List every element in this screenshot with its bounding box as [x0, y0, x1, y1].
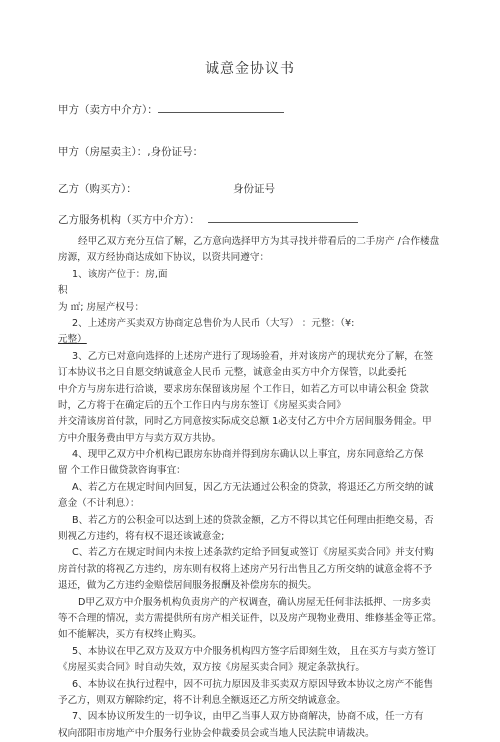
body-line: 3、乙方已对意向选择的上述房产进行了现场验看，并对该房产的现状充分了解，在签 [72, 350, 434, 362]
document-title: 诚意金协议书 [205, 61, 295, 77]
body-line: 6、本协议在执行过程中，因不可抗力原因及非买卖双方原因导致本协议之房产不能售 [72, 678, 434, 690]
body-line: 意金（不计利息）： [58, 498, 140, 510]
body-line: 如不能解决，买方有权终止购买。 [58, 629, 202, 641]
party-a-agent-line [58, 101, 284, 117]
body-line: A、若乙方在规定时间内回复，因乙方无法通过公积金的贷款，将退还乙方所交纳的诚 [72, 481, 434, 493]
body-line: 权向邵阳市房地产中介服务行业协会仲裁委员会或当地人民法院申请裁决。 [58, 727, 375, 739]
body-line: 4、现甲乙双方中介机构已跟房东协商并得到房东确认以上事宜，房东同意给乙方保 [72, 449, 424, 461]
agreement-body [58, 234, 453, 742]
buyer-id-label: 身份证号 [233, 183, 275, 195]
party-b-agent-line [58, 211, 358, 227]
body-line: D甲乙双方中介服务机构负责房产的产权调查，确认房屋无任何非法抵押、一房多卖 [78, 596, 431, 608]
party-a-agent-label: 甲方（卖方中介方）： [58, 104, 158, 116]
party-a-agent-blank[interactable] [158, 101, 284, 113]
buyer-line [58, 181, 137, 196]
body-line: 则视乙方违约，将有权不退还该诚意金; [58, 531, 225, 543]
body-line: 中介方与房东进行洽谈，要求房东保留该房屋 个工作日，如若乙方可以申请公积金 贷款 [58, 383, 429, 395]
body-line: 订本协议书之日自愿交纳诚意金人民币 元整，诚意金由买方中介方保管，以此委托 [58, 367, 407, 379]
body-line: 1、该房产位于：房,面 [72, 268, 168, 280]
body-line: 等不合理的情况，卖方需提供所有房产相关证件，以及房产现物业费用、维修基金等正常。 [58, 612, 442, 624]
body-line: 退还，做为乙方违约金赔偿居间服务报酬及补偿房东的损失。 [58, 580, 318, 592]
seller-line [58, 144, 203, 159]
party-b-agent-blank[interactable] [208, 211, 358, 223]
body-line: 时，乙方将于在确定后的五个工作日内与房东签订《房屋买卖合同》 [58, 399, 346, 411]
body-line: 元整） [58, 334, 87, 346]
buyer-label: 乙方（购买方）： [58, 183, 137, 195]
body-line: 予乙方，则双方解除约定，将不计利息全额返还乙方所交纳诚意金。 [58, 694, 346, 706]
body-line: 7、因本协议所发生的一切争议，由甲乙当事人双方协商解决，协商不成，任一方有 [72, 711, 424, 723]
body-line: 积 [58, 285, 68, 297]
body-line: 经甲乙双方充分互信了解，乙方意向选择甲方为其寻找并带看后的二手房产 /合作楼盘 [78, 236, 440, 247]
body-line: 房源，双方经协商达成如下协议，以资共同遵守： [58, 252, 270, 264]
body-line: 留 个工作日做贷款咨询事宜： [58, 465, 186, 477]
body-line: 2、上述房产买卖双方协商定总售价为人民币（大写） ：元整：（¥: [72, 317, 355, 329]
body-line: 方中介服务费由甲方与卖方双方共协。 [58, 432, 222, 444]
seller-label: 甲方（房屋卖主）：,身份证号： [58, 146, 204, 158]
body-line: 5、本协议在甲乙双方及双方中介服务机构四方签字后即刻生效， 且在买方与卖方签订 [72, 645, 437, 657]
body-line: 为 ㎡; 房屋产权号： [58, 301, 145, 313]
body-line: C、若乙方在规定时间内未按上述条款约定给予回复或签订《房屋买卖合同》并支付购 [72, 547, 434, 559]
body-line: 《房屋买卖合同》时自动失效，双方按《房屋买卖合同》规定条款执行。 [58, 662, 365, 674]
party-b-agent-label: 乙方服务机构（买方中介方）： [58, 214, 200, 226]
body-line: 房首付款的将视乙方违约，房东则有权将上述房产另行出售且乙方所交纳的诚意金将不予 [58, 563, 433, 575]
body-line: B、若乙方的公积金可以达到上述的贷款金额，乙方不得以其它任何理由拒绝交易，否 [72, 514, 434, 526]
body-line: 并交清该房首付款，同时乙方同意按实际成交总额 1必支付乙方中介方居间服务佣金。甲 [58, 416, 432, 428]
